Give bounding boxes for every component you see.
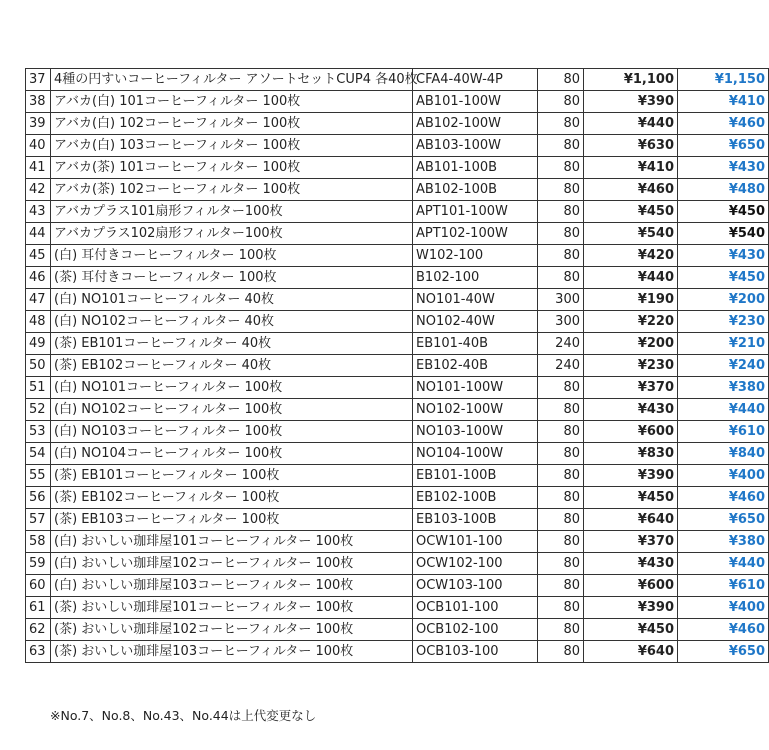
old-price: ¥410	[584, 157, 678, 179]
product-name: (白) おいしい珈琲屋101コーヒーフィルター 100枚	[51, 531, 413, 553]
row-number: 46	[26, 267, 51, 289]
new-price: ¥200	[678, 289, 769, 311]
case-quantity: 80	[538, 267, 584, 289]
price-table-body	[26, 69, 769, 663]
old-price: ¥450	[584, 201, 678, 223]
new-price: ¥240	[678, 355, 769, 377]
row-number: 56	[26, 487, 51, 509]
new-price: ¥1,150	[678, 69, 769, 91]
product-name: (白) 耳付きコーヒーフィルター 100枚	[51, 245, 413, 267]
row-number: 57	[26, 509, 51, 531]
case-quantity: 80	[538, 135, 584, 157]
table-row	[26, 465, 769, 487]
table-row	[26, 289, 769, 311]
case-quantity: 80	[538, 91, 584, 113]
table-row	[26, 487, 769, 509]
product-name: (白) NO104コーヒーフィルター 100枚	[51, 443, 413, 465]
new-price: ¥460	[678, 113, 769, 135]
product-name: アバカ(茶) 102コーヒーフィルター 100枚	[51, 179, 413, 201]
product-code: AB102-100B	[413, 179, 538, 201]
case-quantity: 80	[538, 113, 584, 135]
product-name: (白) おいしい珈琲屋103コーヒーフィルター 100枚	[51, 575, 413, 597]
row-number: 49	[26, 333, 51, 355]
product-name: (茶) おいしい珈琲屋101コーヒーフィルター 100枚	[51, 597, 413, 619]
new-price: ¥540	[678, 223, 769, 245]
footnote: ※No.7、No.8、No.43、No.44は上代変更なし	[50, 708, 317, 723]
case-quantity: 80	[538, 157, 584, 179]
case-quantity: 80	[538, 531, 584, 553]
product-name: (茶) EB103コーヒーフィルター 100枚	[51, 509, 413, 531]
table-row	[26, 333, 769, 355]
new-price: ¥440	[678, 399, 769, 421]
old-price: ¥600	[584, 575, 678, 597]
product-code: OCW103-100	[413, 575, 538, 597]
new-price: ¥450	[678, 267, 769, 289]
product-name: (白) NO103コーヒーフィルター 100枚	[51, 421, 413, 443]
product-code: APT101-100W	[413, 201, 538, 223]
row-number: 61	[26, 597, 51, 619]
table-row	[26, 223, 769, 245]
product-name: (白) NO101コーヒーフィルター 40枚	[51, 289, 413, 311]
table-row	[26, 509, 769, 531]
case-quantity: 80	[538, 487, 584, 509]
product-name: (白) おいしい珈琲屋102コーヒーフィルター 100枚	[51, 553, 413, 575]
row-number: 40	[26, 135, 51, 157]
case-quantity: 300	[538, 289, 584, 311]
product-name: 4種の円すいコーヒーフィルター アソートセットCUP4 各40枚	[51, 69, 413, 91]
new-price: ¥400	[678, 465, 769, 487]
product-code: AB102-100W	[413, 113, 538, 135]
table-row	[26, 135, 769, 157]
product-code: APT102-100W	[413, 223, 538, 245]
product-code: B102-100	[413, 267, 538, 289]
case-quantity: 80	[538, 69, 584, 91]
product-name: アバカ(白) 102コーヒーフィルター 100枚	[51, 113, 413, 135]
new-price: ¥380	[678, 377, 769, 399]
old-price: ¥390	[584, 465, 678, 487]
product-code: CFA4-40W-4P	[413, 69, 538, 91]
case-quantity: 80	[538, 179, 584, 201]
row-number: 63	[26, 641, 51, 663]
product-code: EB102-40B	[413, 355, 538, 377]
new-price: ¥650	[678, 135, 769, 157]
product-name: (茶) EB101コーヒーフィルター 40枚	[51, 333, 413, 355]
old-price: ¥440	[584, 267, 678, 289]
product-name: (茶) EB101コーヒーフィルター 100枚	[51, 465, 413, 487]
case-quantity: 80	[538, 421, 584, 443]
old-price: ¥460	[584, 179, 678, 201]
row-number: 59	[26, 553, 51, 575]
old-price: ¥220	[584, 311, 678, 333]
case-quantity: 80	[538, 245, 584, 267]
old-price: ¥450	[584, 487, 678, 509]
old-price: ¥450	[584, 619, 678, 641]
table-row	[26, 575, 769, 597]
case-quantity: 80	[538, 575, 584, 597]
product-code: NO103-100W	[413, 421, 538, 443]
product-code: EB103-100B	[413, 509, 538, 531]
old-price: ¥390	[584, 91, 678, 113]
row-number: 44	[26, 223, 51, 245]
row-number: 60	[26, 575, 51, 597]
old-price: ¥200	[584, 333, 678, 355]
case-quantity: 80	[538, 223, 584, 245]
case-quantity: 80	[538, 597, 584, 619]
new-price: ¥430	[678, 157, 769, 179]
table-row	[26, 619, 769, 641]
old-price: ¥430	[584, 553, 678, 575]
old-price: ¥390	[584, 597, 678, 619]
product-name: アバカ(白) 103コーヒーフィルター 100枚	[51, 135, 413, 157]
product-code: NO101-40W	[413, 289, 538, 311]
product-name: アバカプラス101扇形フィルター100枚	[51, 201, 413, 223]
case-quantity: 80	[538, 641, 584, 663]
product-name: (茶) おいしい珈琲屋103コーヒーフィルター 100枚	[51, 641, 413, 663]
new-price: ¥440	[678, 553, 769, 575]
product-code: NO104-100W	[413, 443, 538, 465]
product-code: OCW101-100	[413, 531, 538, 553]
row-number: 51	[26, 377, 51, 399]
product-code: EB101-40B	[413, 333, 538, 355]
table-row	[26, 201, 769, 223]
new-price: ¥650	[678, 641, 769, 663]
table-row	[26, 245, 769, 267]
row-number: 58	[26, 531, 51, 553]
row-number: 52	[26, 399, 51, 421]
product-name: (茶) EB102コーヒーフィルター 100枚	[51, 487, 413, 509]
new-price: ¥400	[678, 597, 769, 619]
product-code: OCB101-100	[413, 597, 538, 619]
table-row	[26, 179, 769, 201]
table-row	[26, 443, 769, 465]
product-name: (茶) 耳付きコーヒーフィルター 100枚	[51, 267, 413, 289]
new-price: ¥450	[678, 201, 769, 223]
row-number: 42	[26, 179, 51, 201]
old-price: ¥630	[584, 135, 678, 157]
new-price: ¥840	[678, 443, 769, 465]
table-row	[26, 377, 769, 399]
table-row	[26, 91, 769, 113]
table-row	[26, 597, 769, 619]
row-number: 45	[26, 245, 51, 267]
old-price: ¥640	[584, 641, 678, 663]
product-code: AB101-100B	[413, 157, 538, 179]
old-price: ¥370	[584, 531, 678, 553]
case-quantity: 300	[538, 311, 584, 333]
old-price: ¥230	[584, 355, 678, 377]
new-price: ¥610	[678, 575, 769, 597]
table-row	[26, 641, 769, 663]
case-quantity: 80	[538, 619, 584, 641]
old-price: ¥420	[584, 245, 678, 267]
price-table	[25, 68, 769, 663]
row-number: 50	[26, 355, 51, 377]
table-row	[26, 113, 769, 135]
row-number: 39	[26, 113, 51, 135]
product-name: (白) NO102コーヒーフィルター 40枚	[51, 311, 413, 333]
row-number: 48	[26, 311, 51, 333]
old-price: ¥830	[584, 443, 678, 465]
case-quantity: 240	[538, 333, 584, 355]
old-price: ¥1,100	[584, 69, 678, 91]
old-price: ¥600	[584, 421, 678, 443]
new-price: ¥610	[678, 421, 769, 443]
new-price: ¥230	[678, 311, 769, 333]
table-row	[26, 311, 769, 333]
table-row	[26, 355, 769, 377]
row-number: 47	[26, 289, 51, 311]
table-row	[26, 267, 769, 289]
new-price: ¥210	[678, 333, 769, 355]
old-price: ¥190	[584, 289, 678, 311]
new-price: ¥650	[678, 509, 769, 531]
product-code: OCW102-100	[413, 553, 538, 575]
case-quantity: 240	[538, 355, 584, 377]
old-price: ¥640	[584, 509, 678, 531]
new-price: ¥410	[678, 91, 769, 113]
product-name: (茶) EB102コーヒーフィルター 40枚	[51, 355, 413, 377]
product-code: NO102-40W	[413, 311, 538, 333]
table-row	[26, 157, 769, 179]
old-price: ¥540	[584, 223, 678, 245]
new-price: ¥480	[678, 179, 769, 201]
row-number: 54	[26, 443, 51, 465]
product-code: OCB103-100	[413, 641, 538, 663]
new-price: ¥460	[678, 619, 769, 641]
row-number: 62	[26, 619, 51, 641]
new-price: ¥460	[678, 487, 769, 509]
product-code: AB101-100W	[413, 91, 538, 113]
product-code: W102-100	[413, 245, 538, 267]
table-row	[26, 553, 769, 575]
product-code: AB103-100W	[413, 135, 538, 157]
product-code: EB102-100B	[413, 487, 538, 509]
product-name: (白) NO102コーヒーフィルター 100枚	[51, 399, 413, 421]
case-quantity: 80	[538, 465, 584, 487]
row-number: 41	[26, 157, 51, 179]
row-number: 43	[26, 201, 51, 223]
product-name: (白) NO101コーヒーフィルター 100枚	[51, 377, 413, 399]
case-quantity: 80	[538, 443, 584, 465]
case-quantity: 80	[538, 377, 584, 399]
table-row	[26, 421, 769, 443]
product-name: アバカプラス102扇形フィルター100枚	[51, 223, 413, 245]
product-name: アバカ(茶) 101コーヒーフィルター 100枚	[51, 157, 413, 179]
old-price: ¥440	[584, 113, 678, 135]
case-quantity: 80	[538, 509, 584, 531]
row-number: 38	[26, 91, 51, 113]
product-code: OCB102-100	[413, 619, 538, 641]
old-price: ¥430	[584, 399, 678, 421]
row-number: 53	[26, 421, 51, 443]
old-price: ¥370	[584, 377, 678, 399]
table-row	[26, 399, 769, 421]
new-price: ¥380	[678, 531, 769, 553]
new-price: ¥430	[678, 245, 769, 267]
table-row	[26, 69, 769, 91]
product-code: NO101-100W	[413, 377, 538, 399]
product-name: アバカ(白) 101コーヒーフィルター 100枚	[51, 91, 413, 113]
product-code: EB101-100B	[413, 465, 538, 487]
case-quantity: 80	[538, 201, 584, 223]
table-row	[26, 531, 769, 553]
product-name: (茶) おいしい珈琲屋102コーヒーフィルター 100枚	[51, 619, 413, 641]
row-number: 37	[26, 69, 51, 91]
case-quantity: 80	[538, 553, 584, 575]
row-number: 55	[26, 465, 51, 487]
case-quantity: 80	[538, 399, 584, 421]
product-code: NO102-100W	[413, 399, 538, 421]
